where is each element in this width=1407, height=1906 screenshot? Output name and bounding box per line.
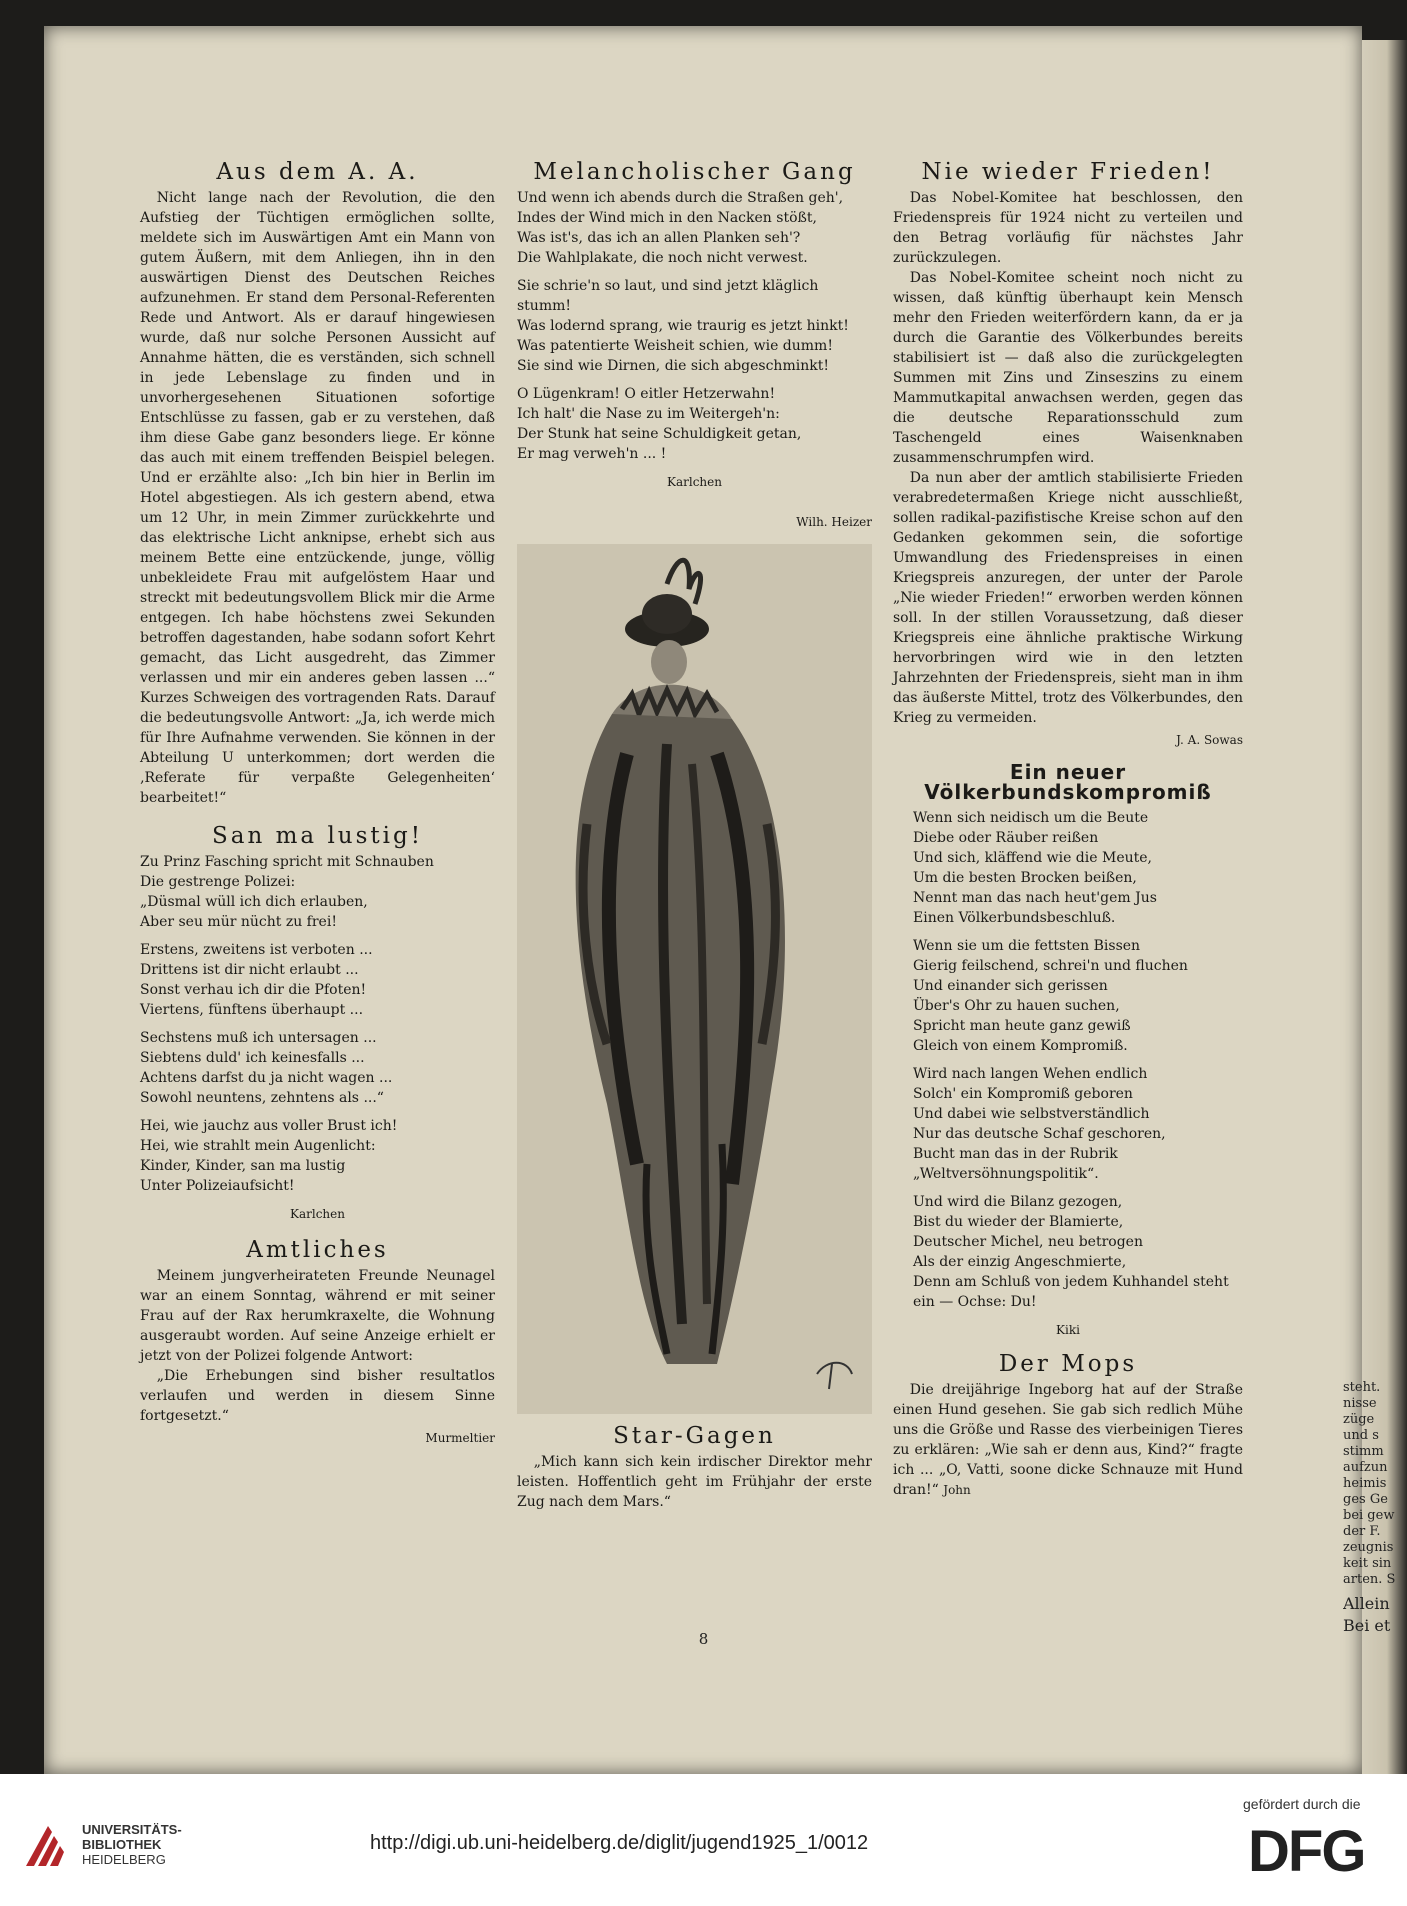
institution-name — [82, 1822, 182, 1867]
verse-line: Viertens, fünftens überhaupt ... — [140, 1002, 364, 1018]
verse-line: Sowohl neuntens, zehntens als ...“ — [140, 1090, 384, 1106]
verse-line: Bucht man das in der Rubrik — [913, 1146, 1118, 1162]
stanza — [140, 852, 495, 932]
verse-line: Wenn sich neidisch um die Beute — [913, 810, 1149, 826]
verse-line: Was patentierte Weisheit schien, wie dumm! — [517, 338, 833, 354]
verse-line: Drittens ist dir nicht erlaubt ... — [140, 962, 359, 978]
verse-line: Um die besten Brocken beißen, — [913, 870, 1137, 886]
verse-line: Sie schrie'n so laut, und sind jetzt kläglich stumm! — [517, 278, 819, 314]
article-text: „Die Erhebungen sind bisher resultatlos verlaufen und werden in diesem Sinne fortgesetzt.“ — [140, 1368, 495, 1424]
article-paragraph: Das Nobel-Komitee scheint noch nicht zu wissen, daß künftig überhaupt kein Mensch mehr den Frieden weiterfördern kann, da er ja durch die Garantie des Völkerbundes bereits stabilisiert ist — daß also die zurückgelegten Summen mit Zins und Zinseszins zu einem Mammutkapital anwachsen werden, gegen das die deutsche Reparationsschuld zum Taschengeld eines Waisenknaben zusammenschrumpfen wird. — [893, 270, 1243, 466]
verse-line: Wird nach langen Wehen endlich — [913, 1066, 1148, 1082]
verse-line: Gleich von einem Kompromiß. — [913, 1038, 1128, 1054]
verse-line: Aber seu mür nücht zu frei! — [140, 914, 337, 930]
stanza — [517, 276, 872, 376]
verse-line: Erstens, zweitens ist verboten ... — [140, 942, 373, 958]
column-2 — [517, 150, 872, 1512]
neighbor-line: steht. — [1343, 1380, 1381, 1395]
article-text: Nicht lange nach der Revolution, die den Aufstieg der Tüchtigen ermöglichen sollte, meldete sich im Auswärtigen Amt ein Mann von gutem Äußern, mit dem Anliegen, ihn in den auswärtigen Dienst des Deutschen Reiches aufzunehmen. Er stand dem Personal-Referenten Rede und Antwort. Als er darauf hingewiesen wurde, daß nur solche Personen Aussicht auf Annahme hätten, die es verständen, sich schnell in jede Lebenslage zu finden und in unvorhergesehenen Situationen sofortige Entschlüsse zu fassen, gab er zu verstehen, daß ihm diese Gabe ganz besonders liege. Er könne das auch mit einem treffenden Beispiel belegen. Und er erzählte also: „Ich bin hier in Berlin im Hotel abgestiegen. Als ich gestern abend, etwa um 12 Uhr, in mein Zimmer zurückkehrte und das elektrische Licht anknipse, erhebt sich aus meinem Bette eine entzückende, junge, völlig unbekleidete Frau mit aufgelöstem Haar und streckt mit bedeutungsvollem Blick mir die Arme entgegen. Ich habe höchstens zwei Sekunden betroffen dagestanden, habe sodann sofort Kehrt gemacht, das Licht ausgedreht, das Zimmer verlassen und mir ein anderes geben lassen ...“ Kurzes Schweigen des vortragenden Rats. Darauf die bedeutungsvolle Antwort: „Ja, ich werde mich für Ihre Aufnahme verwenden. Sie können in der Abteilung U unterkommen; dort werden die ‚Referate für verpaßte Gelegenheiten‘ bearbeitet!“ — [140, 190, 495, 806]
institution-line: UNIVERSITÄTS- — [82, 1822, 182, 1837]
funder-label: gefördert durch die — [1243, 1796, 1361, 1812]
article-title: Der Mops — [998, 1351, 1138, 1377]
verse-line: Die gestrenge Polizei: — [140, 874, 296, 890]
neighbor-page-fragment — [1343, 1380, 1403, 1634]
illustration-woman-in-fur — [517, 544, 872, 1414]
verse-line: Solch' ein Kompromiß geboren — [913, 1086, 1133, 1102]
author-signature: J. A. Sowas — [1176, 733, 1243, 747]
verse-line: Einen Völkerbundsbeschluß. — [913, 910, 1116, 926]
verse-line: Ich halt' die Nase zu im Weitergeh'n: — [517, 406, 780, 422]
verse-line: Diebe oder Räuber reißen — [913, 830, 1099, 846]
article-text-body: Die dreijährige Ingeborg hat auf der Straße einen Hund gesehen. Sie gab sich redlich Mühe uns die Größe und Rasse des vierbeinigen Tieres zu erklären: „Wie sah er denn aus, Kind?“ fragte ich ... „O, Vatti, soone dicke Schnauze mit Hund dran!“ — [893, 1382, 1243, 1498]
verse-line: Wenn sie um die fettsten Bissen — [913, 938, 1141, 954]
verse-line: Er mag verweh'n ... ! — [517, 446, 667, 462]
verse-line: Die Wahlplakate, die noch nicht verwest. — [517, 250, 808, 266]
verse-line: Denn am Schluß von jedem Kuhhandel steht ein — Ochse: Du! — [913, 1274, 1229, 1310]
verse-line: Spricht man heute ganz gewiß — [913, 1018, 1131, 1034]
verse-line: Bist du wieder der Blamierte, — [913, 1214, 1124, 1230]
stanza — [140, 940, 495, 1020]
article-text: „Mich kann sich kein irdischer Direktor mehr leisten. Hoffentlich geht im Frühjahr der erste Zug nach dem Mars.“ — [517, 1454, 872, 1510]
verse-line: Sechstens muß ich untersagen ... — [140, 1030, 377, 1046]
verse-line: Deutscher Michel, neu betrogen — [913, 1234, 1143, 1250]
author-signature: Kiki — [1056, 1323, 1080, 1337]
article-title: Melancholischer Gang — [533, 159, 856, 185]
verse-line: Hei, wie strahlt mein Augenlicht: — [140, 1138, 376, 1154]
verse-line: Sie sind wie Dirnen, die sich abgeschminkt! — [517, 358, 829, 374]
verse-line: Und dabei wie selbstverständlich — [913, 1106, 1150, 1122]
verse-line: Der Stunk hat seine Schuldigkeit getan, — [517, 426, 802, 442]
stanza — [913, 1192, 1243, 1312]
author-signature: John — [943, 1483, 971, 1497]
article-paragraph: Das Nobel-Komitee hat beschlossen, den Friedenspreis für 1924 nicht zu verteilen und den Betrag vorläufig für nächstes Jahr zurückzulegen. — [893, 190, 1243, 266]
author-signature: Karlchen — [667, 475, 722, 489]
neighbor-line: stimm — [1343, 1444, 1384, 1459]
article-title: Nie wieder Frieden! — [921, 159, 1215, 185]
verse-line: Über's Ohr zu hauen suchen, — [913, 998, 1120, 1014]
verse-line: Was ist's, das ich an allen Planken seh'? — [517, 230, 801, 246]
verse-line: Kinder, Kinder, san ma lustig — [140, 1158, 346, 1174]
verse-line: Und sich, kläffend wie die Meute, — [913, 850, 1152, 866]
neighbor-line: nisse — [1343, 1396, 1377, 1411]
article-title: Star-Gagen — [613, 1423, 776, 1449]
verse-line: Nur das deutsche Schaf geschoren, — [913, 1126, 1166, 1142]
neighbor-line: züge — [1343, 1412, 1375, 1427]
verse-line: Sonst verhau ich dir die Pfoten! — [140, 982, 367, 998]
verse-line: Siebtens duld' ich keinesfalls ... — [140, 1050, 365, 1066]
institution-line: BIBLIOTHEK — [82, 1837, 162, 1852]
verse-line: „Düsmal wüll ich dich erlauben, — [140, 894, 368, 910]
column-1 — [140, 150, 495, 1456]
charcoal-sketch — [517, 544, 872, 1414]
verse-line: Unter Polizeiaufsicht! — [140, 1178, 295, 1194]
university-logo-icon — [22, 1818, 74, 1870]
poem — [517, 188, 872, 464]
neighbor-line: keit sin — [1343, 1556, 1392, 1571]
verse-line: Gierig feilschend, schrei'n und fluchen — [913, 958, 1188, 974]
stanza — [140, 1028, 495, 1108]
verse-line: „Weltversöhnungspolitik“. — [913, 1166, 1099, 1182]
stanza — [517, 384, 872, 464]
dfg-logo: DFG — [1248, 1819, 1365, 1884]
verse-line: Und wird die Bilanz gezogen, — [913, 1194, 1123, 1210]
verse-line: O Lügenkram! O eitler Hetzerwahn! — [517, 386, 776, 402]
stanza — [913, 936, 1243, 1056]
neighbor-line: Allein — [1343, 1596, 1390, 1612]
permalink-url[interactable]: http://digi.ub.uni-heidelberg.de/diglit/jugend1925_1/0012 — [370, 1832, 869, 1854]
verse-line: Als der einzig Angeschmierte, — [913, 1254, 1127, 1270]
stanza — [913, 808, 1243, 928]
verse-line: Hei, wie jauchz aus voller Brust ich! — [140, 1118, 398, 1134]
viewer-footer — [0, 1774, 1407, 1906]
verse-line: Was lodernd sprang, wie traurig es jetzt hinkt! — [517, 318, 849, 334]
author-signature: Murmeltier — [425, 1431, 495, 1445]
neighbor-line: zeugnis — [1343, 1540, 1394, 1555]
neighbor-line: der F. — [1343, 1524, 1381, 1539]
article-title: Ein neuer Völkerbundskompromiß — [924, 760, 1212, 804]
article-text — [893, 1380, 1243, 1500]
neighbor-line: aufzun — [1343, 1460, 1388, 1475]
verse-line: Nennt man das nach heut'gem Jus — [913, 890, 1157, 906]
neighbor-line: heimis — [1343, 1476, 1387, 1491]
author-signature: Karlchen — [290, 1207, 345, 1221]
stanza — [517, 188, 872, 268]
verse-line: Und wenn ich abends durch die Straßen geh', — [517, 190, 844, 206]
stanza — [140, 1116, 495, 1196]
article-title: San ma lustig! — [212, 823, 423, 849]
neighbor-line: bei gew — [1343, 1508, 1395, 1523]
column-3 — [893, 150, 1243, 1500]
stanza — [913, 1064, 1243, 1184]
poem — [893, 808, 1243, 1312]
article-title: Amtliches — [246, 1237, 389, 1263]
illustration-credit: Wilh. Heizer — [796, 515, 872, 529]
institution-line: HEIDELBERG — [82, 1852, 166, 1867]
article-text: Meinem jungverheirateten Freunde Neunagel war an einem Sonntag, während er mit seiner Frau auf der Rax herumkraxelte, die Wohnung ausgeraubt worden. Auf seine Anzeige erhielt er jetzt von der Polizei folgende Antwort: — [140, 1268, 495, 1364]
verse-line: Und einander sich gerissen — [913, 978, 1108, 994]
neighbor-line: Bei et — [1343, 1618, 1391, 1634]
poem — [140, 852, 495, 1196]
neighbor-line: ges Ge — [1343, 1492, 1388, 1507]
verse-line: Achtens darfst du ja nicht wagen ... — [140, 1070, 393, 1086]
article-title: Aus dem A. A. — [216, 159, 419, 185]
page-number: 8 — [698, 1630, 709, 1648]
article-paragraph: Da nun aber der amtlich stabilisierte Frieden verabredetermaßen Kriege nicht ausschließt, sollen radikal-pazifistische Kreise schon auf den Gedanken gekommen sein, die sofortige Umwandlung des Friedenspreises in einen Kriegspreis anzuregen, der unter der Parole „Nie wieder Frieden!“ erworben werden können soll. In der stillen Voraussetzung, daß dieser Kriegspreis eine ähnliche praktische Wirkung hervorbringen wird wie in den letzten Jahrzehnten der Friedenspreis, sieht man in ihm das äußerste Mittel, trotz des Völkerbundes, den Krieg zu vermeiden. — [893, 470, 1243, 726]
neighbor-line: und s — [1343, 1428, 1379, 1443]
neighbor-line: arten. S — [1343, 1572, 1396, 1587]
verse-line: Indes der Wind mich in den Nacken stößt, — [517, 210, 817, 226]
verse-line: Zu Prinz Fasching spricht mit Schnauben — [140, 854, 434, 870]
